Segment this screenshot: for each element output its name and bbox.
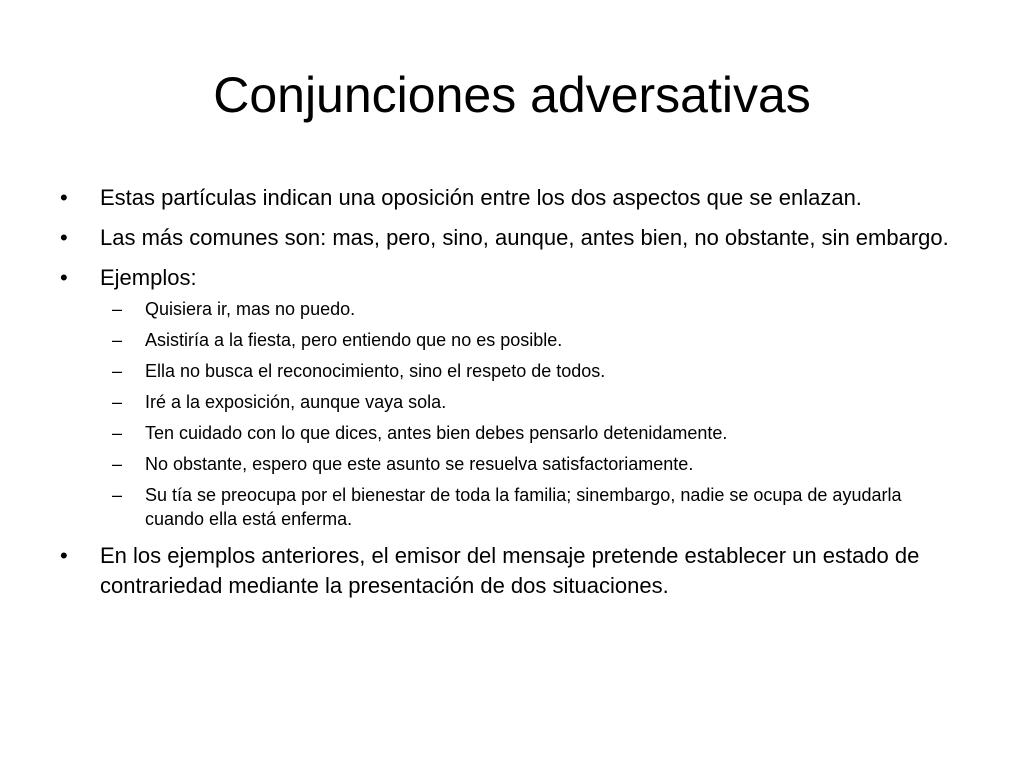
example-text: Quisiera ir, mas no puedo. bbox=[145, 299, 356, 319]
slide-body bbox=[60, 183, 960, 611]
example-text: Ten cuidado con lo que dices, antes bien debes pensarlo detenidamente. bbox=[145, 423, 728, 443]
dash-icon: – bbox=[112, 485, 123, 505]
bullet-text: Estas partículas indican una oposición entre los dos aspectos que se enlazan. bbox=[100, 185, 862, 210]
dash-icon: – bbox=[112, 423, 123, 443]
dash-icon: – bbox=[112, 454, 123, 474]
example-item bbox=[100, 421, 960, 445]
bullet-item bbox=[60, 263, 960, 531]
bullet-item bbox=[60, 223, 960, 253]
example-item bbox=[100, 359, 960, 383]
examples-list bbox=[100, 297, 960, 531]
dash-icon: – bbox=[112, 299, 123, 319]
example-item bbox=[100, 297, 960, 321]
bullet-icon: • bbox=[60, 543, 68, 568]
bullet-icon: • bbox=[60, 185, 68, 210]
dash-icon: – bbox=[112, 330, 123, 350]
example-item bbox=[100, 390, 960, 414]
bullet-text: Ejemplos: bbox=[100, 265, 197, 290]
dash-icon: – bbox=[112, 361, 123, 381]
bullet-item bbox=[60, 541, 960, 601]
bullet-item bbox=[60, 183, 960, 213]
example-item bbox=[100, 483, 960, 531]
example-text: Asistiría a la fiesta, pero entiendo que no es posible. bbox=[145, 330, 563, 350]
bullet-text: Las más comunes son: mas, pero, sino, aunque, antes bien, no obstante, sin embargo. bbox=[100, 225, 949, 250]
example-text: Su tía se preocupa por el bienestar de toda la familia; sinembargo, nadie se ocupa de ayudarla cuando ella está enferma. bbox=[145, 485, 902, 529]
dash-icon: – bbox=[112, 392, 123, 412]
example-text: No obstante, espero que este asunto se resuelva satisfactoriamente. bbox=[145, 454, 694, 474]
example-item bbox=[100, 452, 960, 476]
example-item bbox=[100, 328, 960, 352]
slide-title: Conjunciones adversativas bbox=[213, 67, 811, 123]
bullet-icon: • bbox=[60, 225, 68, 250]
bullet-list bbox=[60, 183, 960, 601]
example-text: Ella no busca el reconocimiento, sino el respeto de todos. bbox=[145, 361, 606, 381]
bullet-text: En los ejemplos anteriores, el emisor del mensaje pretende establecer un estado de contrariedad mediante la presentación de dos situaciones. bbox=[100, 543, 920, 598]
bullet-icon: • bbox=[60, 265, 68, 290]
example-text: Iré a la exposición, aunque vaya sola. bbox=[145, 392, 447, 412]
